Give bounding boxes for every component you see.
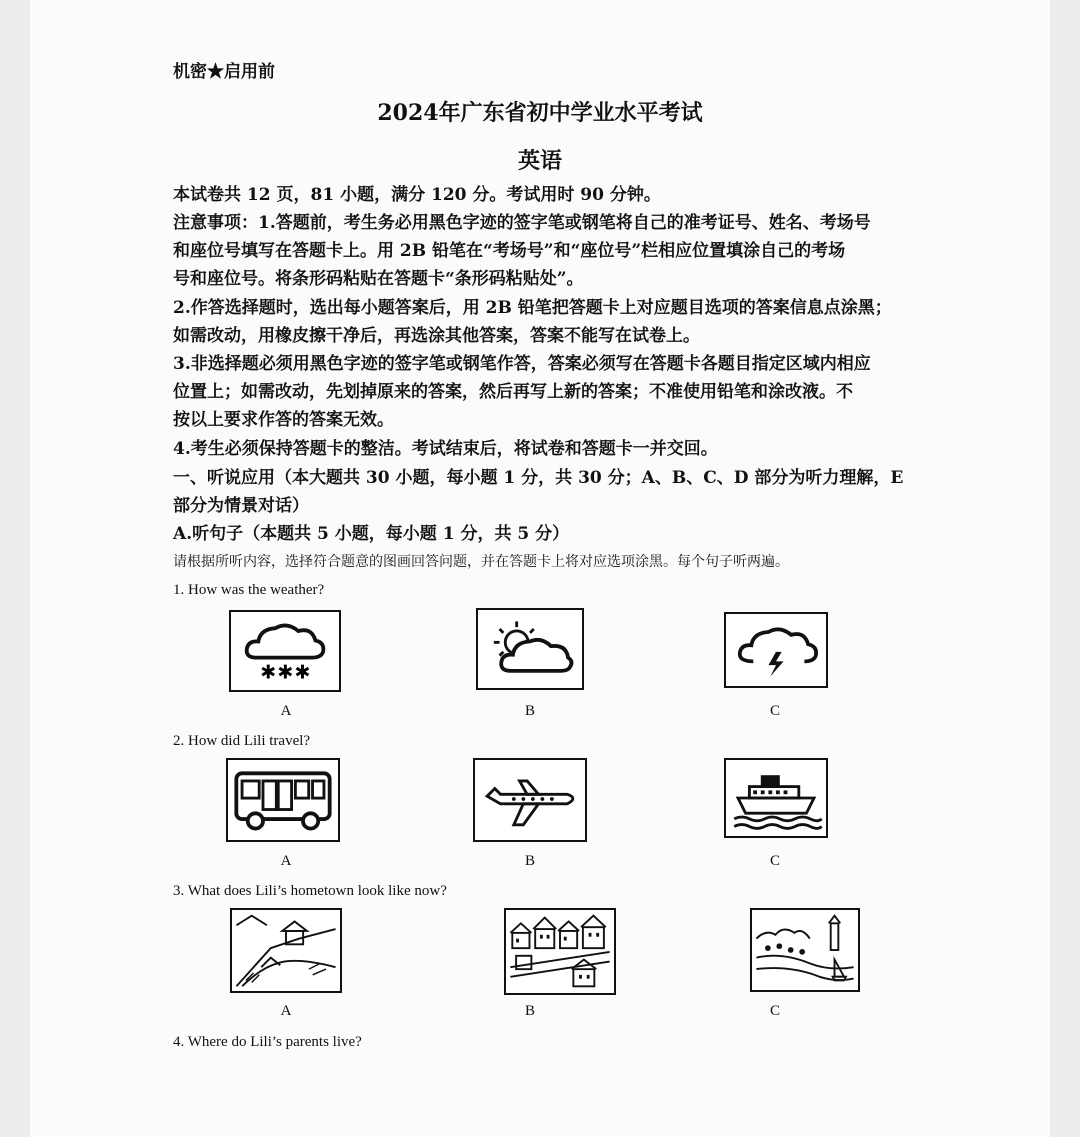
part-heading: A.听句子（本题共 5 小题，每小题 1 分，共 5 分） — [173, 524, 570, 544]
option-label: B — [524, 703, 535, 719]
question-text: 4. Where do Lili’s parents live? — [173, 1034, 362, 1050]
village-hillside-icon — [232, 910, 340, 991]
section-heading: 部分为情景对话） — [173, 496, 309, 516]
part-instruction: 请根据所听内容，选择符合题意的图画回答问题，并在答题卡上将对应选项涂黑。每个句子听两遍。 — [173, 554, 789, 570]
coastal-lighthouse-icon — [752, 910, 858, 990]
note-line: 如需改动，用橡皮擦干净后，再选涂其他答案，答案不能写在试卷上。 — [173, 326, 700, 346]
option-label: A — [280, 1003, 292, 1019]
exam-title: 2024年广东省初中学业水平考试 — [377, 100, 703, 126]
option-label: B — [524, 1003, 535, 1019]
option-image — [750, 908, 860, 992]
option-label: A — [280, 853, 292, 869]
option-label: A — [280, 703, 292, 719]
option-label: C — [769, 703, 780, 719]
thunder-cloud-icon — [726, 614, 826, 686]
option-image — [230, 908, 342, 993]
question-text: 3. What does Lili’s hometown look like now? — [173, 883, 447, 899]
note-line: 4.考生必须保持答题卡的整洁。考试结束后，将试卷和答题卡一并交回。 — [173, 439, 718, 459]
town-street-icon — [506, 910, 614, 993]
option-image — [724, 612, 828, 688]
svg-text:✱: ✱ — [260, 661, 277, 684]
option-image — [473, 758, 587, 842]
svg-text:✱: ✱ — [294, 661, 311, 684]
airplane-icon — [475, 760, 585, 840]
intro-line: 本试卷共 12 页，81 小题，满分 120 分。考试用时 90 分钟。 — [173, 185, 661, 205]
note-line: 3.非选择题必须用黑色字迹的签字笔或钢笔作答，答案必须写在答题卡各题目指定区域内相应 — [173, 354, 871, 374]
note-line: 按以上要求作答的答案无效。 — [173, 410, 394, 430]
question-text: 2. How did Lili travel? — [173, 733, 311, 749]
note-line: 位置上；如需改动，先划掉原来的答案，然后再写上新的答案；不准使用铅笔和涂改液。不 — [173, 382, 853, 402]
exam-page — [30, 0, 1050, 1137]
option-image — [226, 758, 340, 842]
svg-text:✱: ✱ — [277, 661, 294, 684]
option-label: B — [524, 853, 535, 869]
option-image — [476, 608, 584, 690]
option-image — [504, 908, 616, 995]
confidential-mark: 机密★启用前 — [173, 62, 275, 82]
snow-cloud-icon — [231, 612, 339, 690]
bus-icon — [228, 760, 338, 840]
sun-cloud-icon — [478, 610, 582, 688]
section-heading: 一、听说应用（本大题共 30 小题，每小题 1 分，共 30 分；A、B、C、D 部分为听力理解，E — [173, 468, 904, 488]
subject-title: 英语 — [517, 148, 562, 174]
note-line: 号和座位号。将条形码粘贴在答题卡“条形码粘贴处”。 — [173, 269, 584, 289]
question-text: 1. How was the weather? — [173, 582, 325, 598]
ship-icon — [726, 760, 826, 836]
note-line: 注意事项：1.答题前，考生务必用黑色字迹的签字笔或钢笔将自己的准考证号、姓名、考场号 — [173, 213, 871, 233]
option-label: C — [769, 1003, 780, 1019]
note-line: 和座位号填写在答题卡上。用 2B 铅笔在“考场号”和“座位号”栏相应位置填涂自己的考场 — [173, 241, 846, 261]
option-image — [724, 758, 828, 838]
option-label: C — [769, 853, 780, 869]
option-image — [229, 610, 341, 692]
note-line: 2.作答选择题时，选出每小题答案后，用 2B 铅笔把答题卡上对应题目选项的答案信息点涂黑； — [173, 298, 892, 318]
